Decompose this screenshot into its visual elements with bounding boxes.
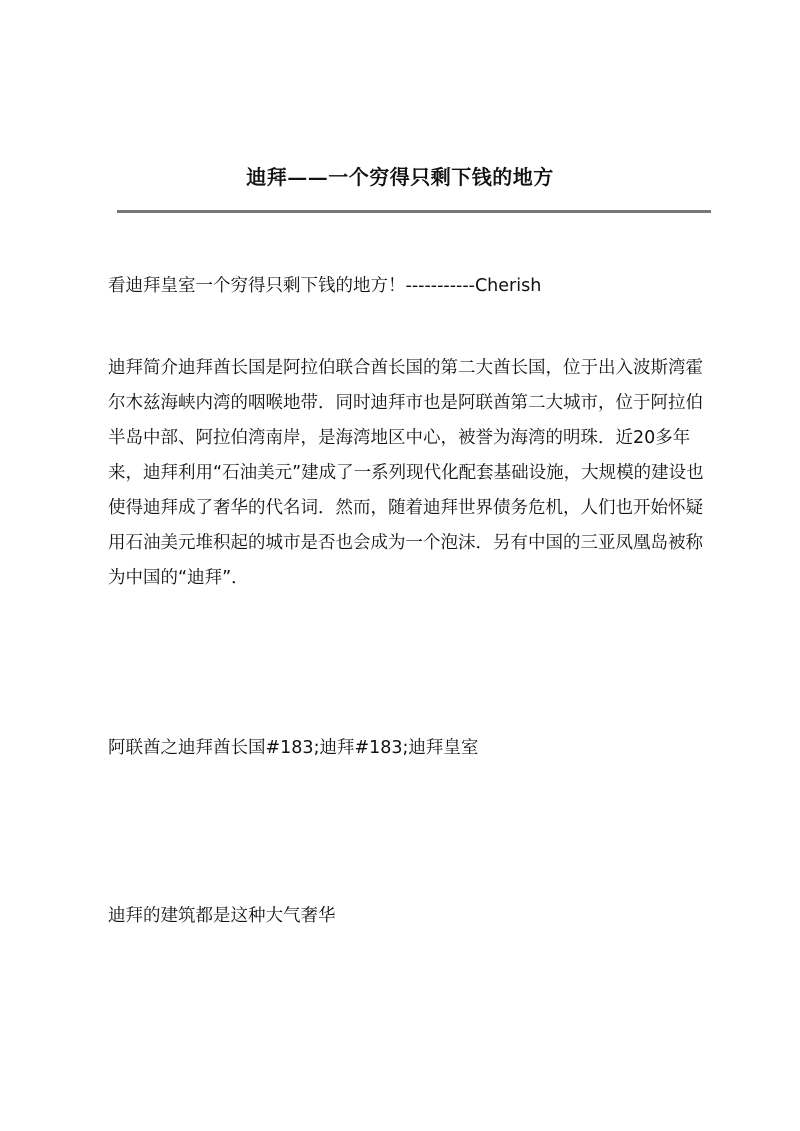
title-divider bbox=[117, 210, 711, 213]
tag-line: 阿联酋之迪拜酋长国#183;迪拜#183;迪拜皇室 bbox=[108, 738, 479, 758]
image-caption: 迪拜的建筑都是这种大气奢华 bbox=[108, 906, 336, 926]
document-title: 迪拜——一个穷得只剩下钱的地方 bbox=[246, 165, 554, 189]
intro-line: 看迪拜皇室一个穷得只剩下钱的地方！-----------Cherish bbox=[108, 276, 542, 296]
body-paragraph: 迪拜简介迪拜酋长国是阿拉伯联合酋长国的第二大酋长国，位于出入波斯湾霍尔木兹海峡内湾的咽喉地带．同时迪拜市也是阿联酋第二大城市，位于阿拉伯半岛中部、阿拉伯湾南岸，是海湾地区中心，被誉为海湾的明珠．近20多年来，迪拜利用“石油美元”建成了一系列现代化配套基础设施，大规模的建设也使得迪拜成了奢华的代名词．然而，随着迪拜世界债务危机，人们也开始怀疑用石油美元堆积起的城市是否也会成为一个泡沫．另有中国的三亚凤凰岛被称为中国的“迪拜”． bbox=[108, 358, 704, 588]
